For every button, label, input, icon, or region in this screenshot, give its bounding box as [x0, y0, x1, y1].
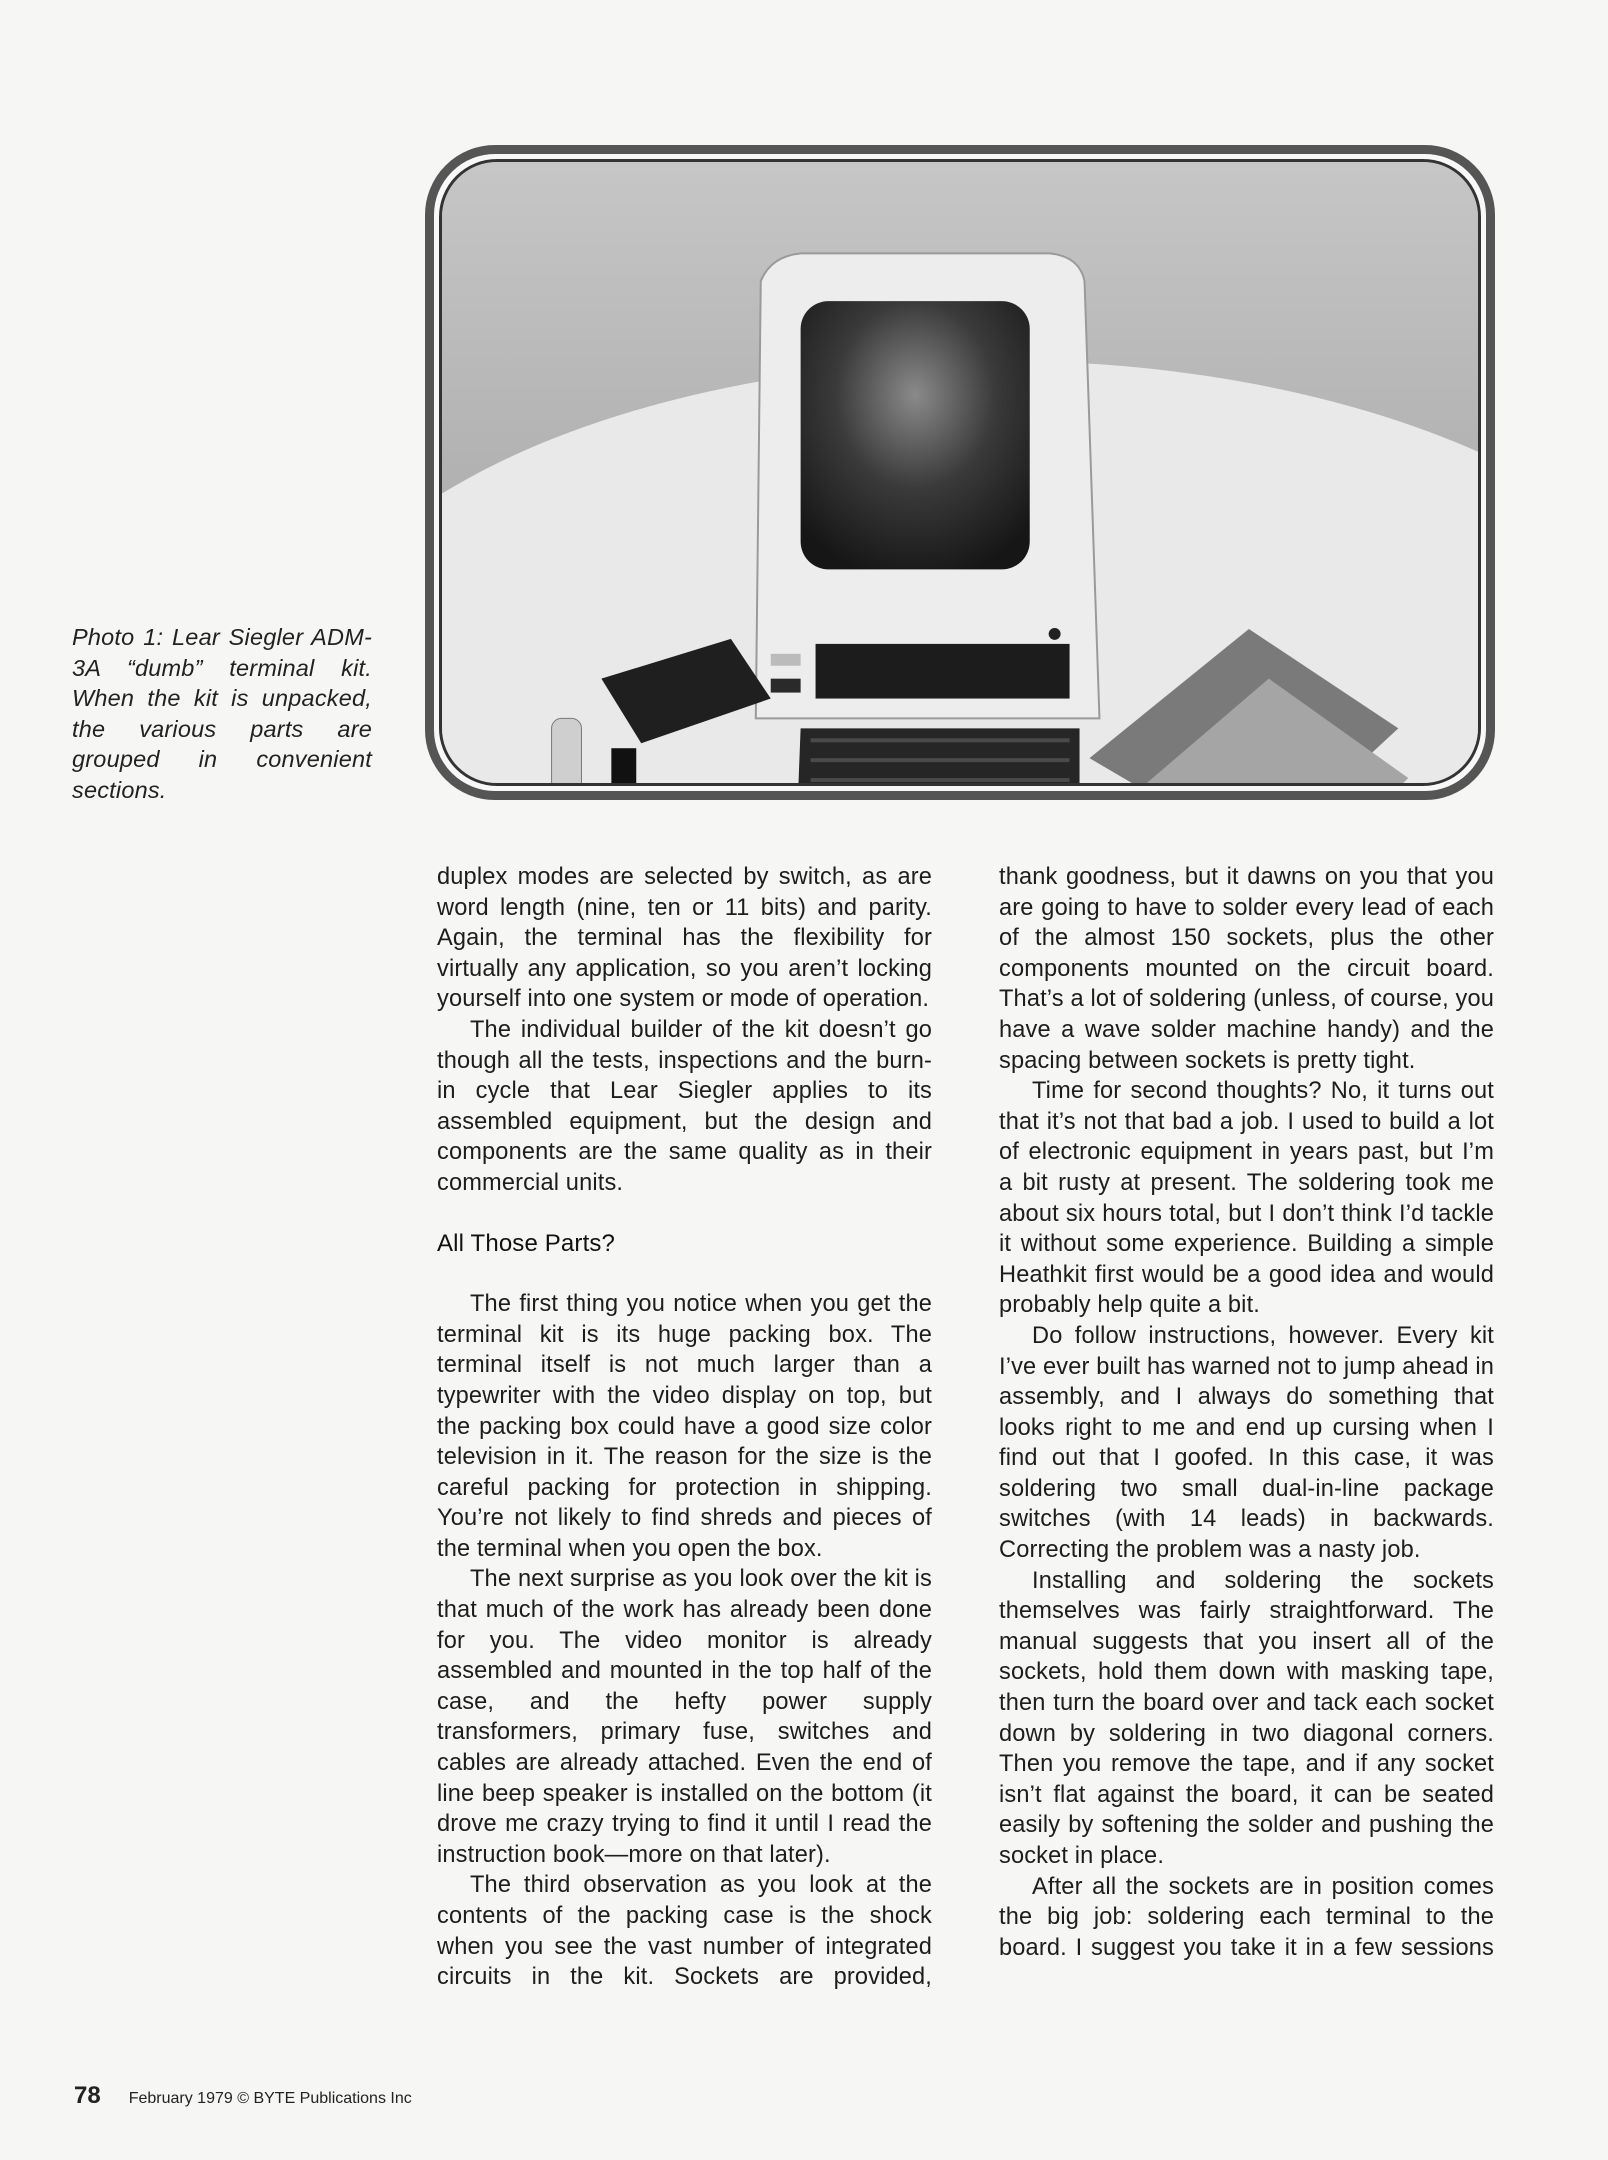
paragraph: After all the sockets are in position comes the big job: soldering each terminal to the board. I suggest you take it in a few sessions — [999, 1873, 1494, 1961]
paragraph: thank goodness, but it dawns on you that you are going to have to solder every lead of each of the almost 150 sockets, plus the other components mounted on the circuit board. That’s a lot of soldering (unless, of course, you have a wave solder machine handy) and the spacing between sockets is pretty tight. — [999, 864, 1494, 1074]
paragraph: The first thing you notice when you get the terminal kit is its huge packing box. The terminal itself is not much larger than a typewriter with the video display on top, but the packing box could have a good size color television in it. The reason for the size is the careful packing for protection in shipping. You’re not likely to find shreds and pieces of the terminal when you open the box. — [437, 1291, 932, 1562]
article-column-left — [437, 862, 932, 1993]
photo-terminal-kit — [439, 159, 1481, 786]
paragraph: The individual builder of the kit doesn’t go though all the tests, inspections and the burn-in cycle that Lear Siegler applies to its assembled equipment, but the design and components are the same quality as in their commercial units. — [437, 1016, 932, 1196]
paragraph: Time for second thoughts? No, it turns out that it’s not that bad a job. I used to build a lot of electronic equipment in years past, but I’m a bit rusty at present. The soldering took me about six hours total, but I don’t think I’d tackle it without some experience. Building a simple Heathkit first would be a good idea and would probably help quite a bit. — [999, 1078, 1494, 1319]
photo-caption: Photo 1: Lear Siegler ADM-3A “dumb” terminal kit. When the kit is unpacked, the various parts are grouped in convenient sections. — [72, 624, 372, 803]
section-heading: All Those Parts? — [437, 1229, 616, 1257]
page-footer — [74, 2082, 412, 2110]
page-number: 78 — [74, 2082, 101, 2109]
paragraph: Installing and soldering the sockets themselves was fairly straightforward. The manual suggests that you insert all of the sockets, hold them down with masking tape, then turn the board over and tack each socket down by soldering in two diagonal corners. Then you remove the tape, and if any socket isn’t flat against the board, it can be seated easily by softening the solder and pushing the socket in place. — [999, 1567, 1494, 1869]
terminal-unit — [756, 253, 1100, 718]
paragraph: Do follow instructions, however. Every kit I’ve ever built has warned not to jump ahead in assembly, and I always do something that looks right to me and end up cursing when I find out that I goofed. In this case, it was soldering two small dual-in-line package switches (with 14 leads) in backwards. Correcting the problem was a nasty job. — [999, 1322, 1494, 1564]
keyboard — [796, 728, 1080, 783]
paragraph: The third observation as you look at the contents of the packing case is the shock when you see the vast number of integrated circuits in the kit. Sockets are provided, — [437, 1872, 932, 1991]
paragraph: The next surprise as you look over the kit is that much of the work has already been done for you. The video monitor is already assembled and mounted in the top half of the case, and the hefty power supply transformers, primary fuse, switches and cables are already attached. Even the end of line beep speaker is installed on the bottom (it drove me crazy trying to find it until I read the instruction book—more on that later). — [437, 1566, 932, 1868]
article-column-right — [999, 862, 1494, 1963]
crt-screen — [801, 301, 1030, 569]
photo-frame — [425, 145, 1495, 800]
photo-illustration — [442, 162, 1478, 783]
paragraph: duplex modes are selected by switch, as are word length (nine, ten or 11 bits) and parity. Again, the terminal has the flexibility for virtually any application, so you aren’t locking yourself into one system or mode of operation. — [437, 864, 932, 1013]
footer-credit: February 1979 © BYTE Publications Inc — [128, 2090, 412, 2107]
